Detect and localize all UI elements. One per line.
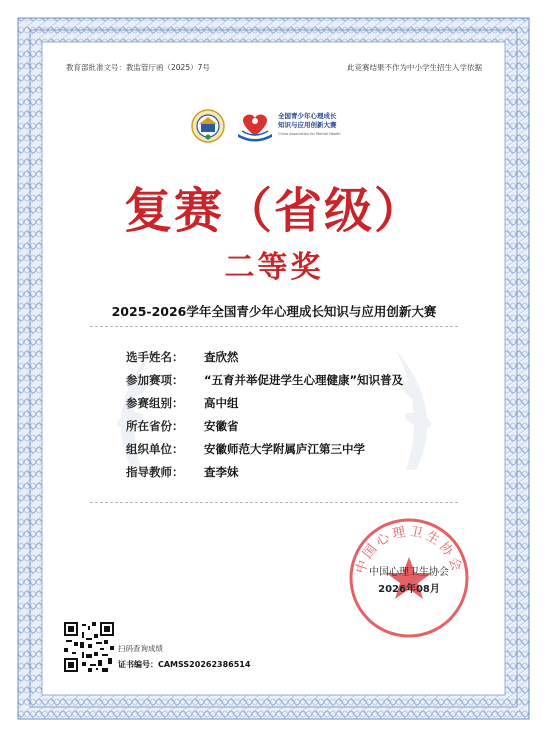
- certificate-body: [52, 50, 496, 687]
- province-label: 所在省份：: [126, 419, 184, 433]
- organization-label: 组织单位：: [126, 442, 184, 456]
- competition-logo-english: China Association for Mental Health: [278, 132, 341, 136]
- info-row-organization: [126, 438, 403, 461]
- info-row-name: [126, 346, 403, 369]
- competition-logo-line1: 全国青少年心理成长: [278, 112, 337, 120]
- issue-date: 2026年08月: [378, 584, 440, 595]
- competition-logo-icon: [234, 110, 276, 142]
- qr-code-icon[interactable]: [64, 622, 114, 672]
- association-emblem-icon: [190, 108, 226, 144]
- certificate-number: 证书编号：CAMSS20262386514: [118, 660, 251, 669]
- award-level: 二等奖: [224, 250, 324, 285]
- name-label: 选手姓名：: [126, 350, 184, 364]
- scan-query-label: 扫码查询成绩: [118, 644, 163, 653]
- competition-logo-text: [278, 112, 341, 139]
- teacher-label: 指导教师：: [126, 465, 184, 479]
- province-value: 安徽省: [204, 419, 239, 433]
- issuer-block: [332, 564, 486, 598]
- competition-logo-line2: 知识与应用创新大赛: [278, 121, 337, 129]
- divider-top: [90, 326, 458, 327]
- info-row-event: [126, 369, 403, 392]
- competition-name: 2025-2026学年全国青少年心理成长知识与应用创新大赛: [111, 304, 437, 319]
- info-row-group: [126, 392, 403, 415]
- organization-value: 安徽师范大学附属庐江第三中学: [204, 442, 365, 456]
- info-row-teacher: [126, 461, 403, 484]
- certificate-title: 复赛（省级）: [123, 183, 424, 239]
- group-label: 参赛组别：: [126, 396, 184, 410]
- disclaimer-text: 此竞赛结果不作为中小学生招生入学依据: [347, 63, 482, 72]
- info-row-province: [126, 415, 403, 438]
- approval-number-text: 教育部批准文号：教监管厅函（2025）7号: [66, 63, 210, 72]
- name-value: 查欣然: [204, 350, 239, 364]
- logo-group: [190, 108, 370, 144]
- seal-text: 中国心理卫生协会: [353, 524, 465, 576]
- issuer-organization: 中国心理卫生协会: [369, 567, 449, 578]
- event-value: “五育并举促进学生心理健康”知识普及: [204, 373, 404, 387]
- divider-bottom: [90, 502, 458, 503]
- participant-info: [126, 346, 403, 484]
- group-value: 高中组: [204, 396, 239, 410]
- teacher-value: 查李妹: [204, 465, 239, 479]
- event-label: 参加赛项：: [126, 373, 184, 387]
